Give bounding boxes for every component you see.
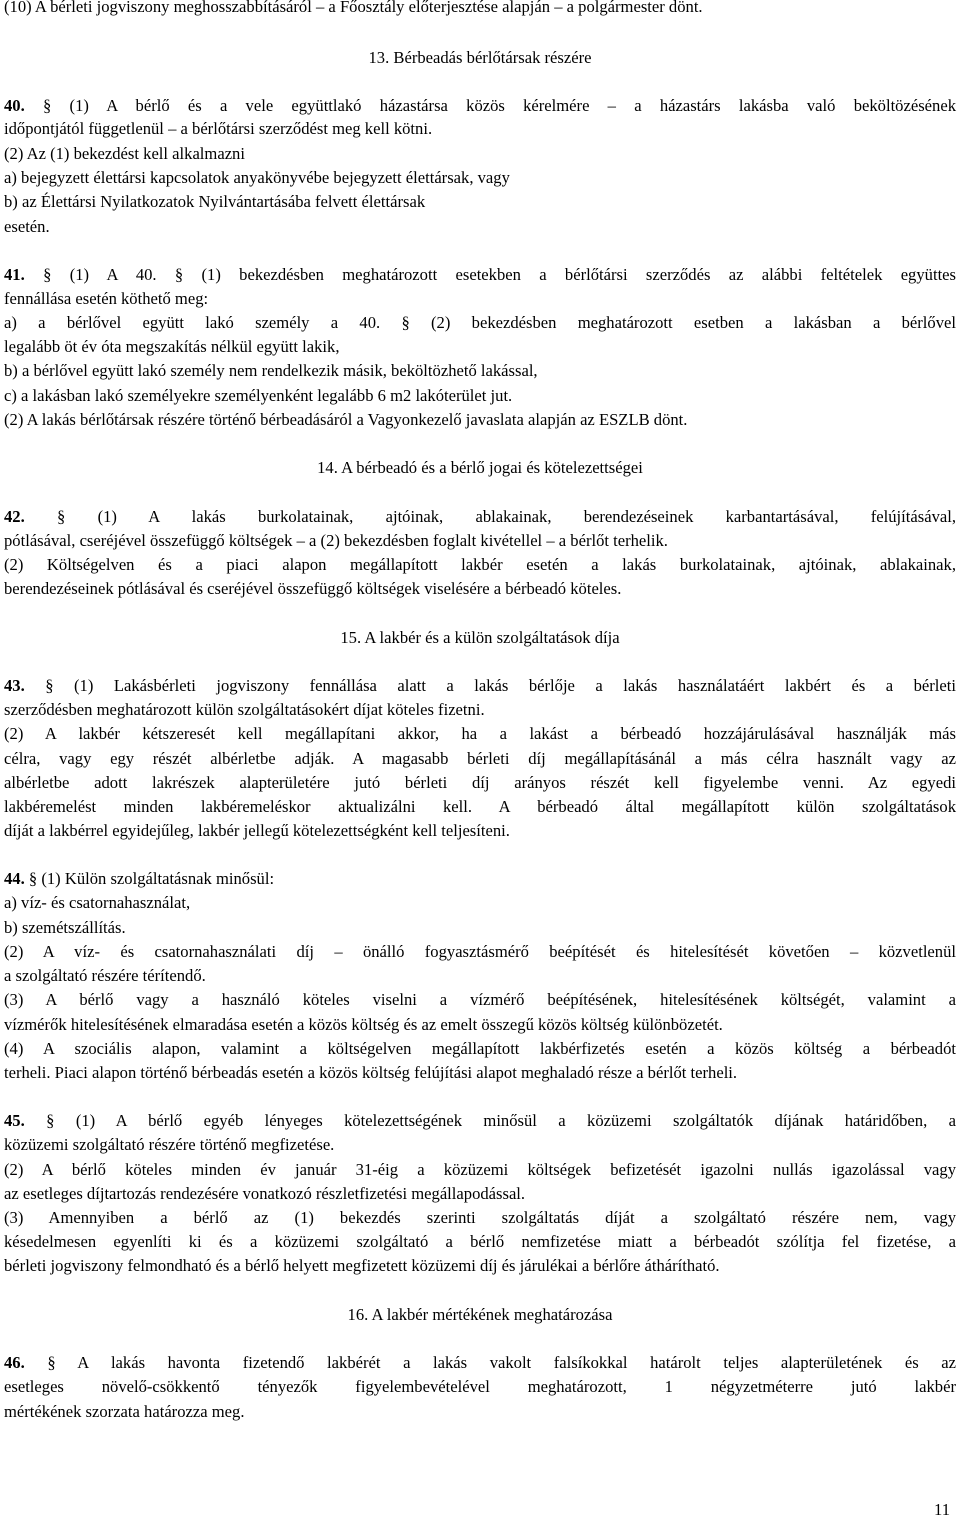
- paragraph-line: (2) A víz- és csatornahasználati díj – önálló fogyasztásmérő beépítését és hitelesítését követően – közvetlenül: [4, 942, 956, 961]
- section-heading: 13. Bérbeadás bérlőtársak részére: [368, 48, 592, 67]
- paragraph-line: b) az Élettársi Nyilatkozatok Nyilvántartásába felvett élettársak: [4, 192, 426, 211]
- paragraph-line: 44. § (1) Külön szolgáltatásnak minősül:: [4, 869, 275, 888]
- paragraph-line: (10) A bérleti jogviszony meghosszabbításáról – a Főosztály előterjesztése alapján – a polgármester dönt.: [4, 0, 703, 16]
- paragraph-line: célra, vagy egy részét albérletbe adják. A magasabb bérleti díj megállapításánál a más célra használt vagy az: [4, 749, 956, 768]
- paragraph-line: 46. § A lakás havonta fizetendő lakbérét a lakás vakolt falsíkokkal határolt teljes alapterületének és az: [4, 1353, 956, 1372]
- paragraph-line: albérletbe adott lakrészek alapterületére jutó bérleti díj arányos részét kell figyelembe venni. Az egyedi: [4, 773, 956, 792]
- paragraph-line: 42. § (1) A lakás burkolatainak, ajtóinak, ablakainak, berendezéseinek karbantartásával, felújításával,: [4, 507, 956, 526]
- paragraph-line: vízmérők hitelesítésének elmaradása esetén a közös költség és az emelt összegű közös költség különbözetét.: [4, 1015, 723, 1034]
- paragraph-line: mértékének szorzata határozza meg.: [4, 1402, 245, 1421]
- paragraph-line: 43. § (1) Lakásbérleti jogviszony fennállása alatt a lakás bérlője a lakás használatáért lakbért és a bérleti: [4, 676, 956, 695]
- page-number: 11: [934, 1500, 950, 1519]
- paragraph-line: 41. § (1) A 40. § (1) bekezdésben meghatározott esetekben a bérlőtársi szerződés az alábbi feltételek együttes: [4, 265, 956, 284]
- paragraph-line: a) bejegyzett élettársi kapcsolatok anyakönyvébe bejegyzett élettársak, vagy: [4, 168, 510, 187]
- paragraph-line: c) a lakásban lakó személyekre személyenként legalább 6 m2 lakóterület jut.: [4, 386, 513, 405]
- section-heading: 15. A lakbér és a külön szolgáltatások díja: [340, 628, 620, 647]
- paragraph-line: (3) A bérlő vagy a használó köteles viselni a vízmérő beépítésének, hitelesítésének költségét, valamint a: [4, 990, 956, 1009]
- paragraph-line: b) a bérlővel együtt lakó személy nem rendelkezik másik, beköltözhető lakással,: [4, 361, 538, 380]
- paragraph-line: (2) Költségelven és a piaci alapon megállapított lakbér esetén a lakás burkolatainak, ajtóinak, ablakainak,: [4, 555, 956, 574]
- paragraph-line: 45. § (1) A bérlő egyéb lényeges kötelezettségének minősül a közüzemi szolgáltatók díjának határidőben, a: [4, 1111, 956, 1130]
- paragraph-line: (4) A szociális alapon, valamint a költségelven megállapított lakbérfizetés esetén a közös költség a bérbeadót: [4, 1039, 956, 1058]
- paragraph-line: fennállása esetén köthető meg:: [4, 289, 209, 308]
- paragraph-line: (2) A lakbér kétszeresét kell megállapítani akkor, ha a lakást a bérbeadó hozzájárulásával használják más: [4, 724, 956, 743]
- paragraph-line: b) szemétszállítás.: [4, 918, 126, 937]
- paragraph-line: berendezéseinek pótlásával és cseréjével összefüggő költségek viselésére a bérbeadó köteles.: [4, 579, 622, 598]
- paragraph-line: közüzemi szolgáltató részére történő megfizetése.: [4, 1135, 335, 1154]
- paragraph-line: (2) A bérlő köteles minden év január 31-éig a közüzemi költségek befizetését igazolni nullás igazolással vagy: [4, 1160, 956, 1179]
- paragraph-line: (2) A lakás bérlőtársak részére történő bérbeadásáról a Vagyonkezelő javaslata alapján az ESZLB dönt.: [4, 410, 688, 429]
- paragraph-line: (2) Az (1) bekezdést kell alkalmazni: [4, 144, 245, 163]
- paragraph-line: a) víz- és csatornahasználat,: [4, 893, 191, 912]
- paragraph-line: szerződésben meghatározott külön szolgáltatásokért díjat köteles fizetni.: [4, 700, 485, 719]
- paragraph-line: terheli. Piaci alapon történő bérbeadás esetén a közös költség felújítási alapot meghaladó része a bérlőt terheli.: [4, 1063, 738, 1082]
- paragraph-line: időpontjától függetlenül – a bérlőtársi szerződést meg kell kötni.: [4, 119, 433, 138]
- paragraph-line: a szolgáltató részére térítendő.: [4, 966, 206, 985]
- paragraph-line: késedelmesen egyenlíti ki és a közüzemi szolgáltató a bérlő nemfizetése miatt a bérbeadót szólítja fel fizetése, a: [4, 1232, 956, 1251]
- paragraph-line: lakbéremelést minden lakbéremeléskor aktualizálni kell. A bérbeadó által megállapított külön szolgáltatások: [4, 797, 956, 816]
- section-heading: 14. A bérbeadó és a bérlő jogai és kötelezettségei: [317, 458, 643, 477]
- paragraph-line: esetén.: [4, 217, 50, 236]
- paragraph-line: legalább öt év óta megszakítás nélkül együtt lakik,: [4, 337, 340, 356]
- document-page: [4, 0, 956, 1525]
- paragraph-line: az esetleges díjtartozás rendezésére vonatkozó részletfizetési megállapodással.: [4, 1184, 526, 1203]
- paragraph-line: díját a lakbérrel egyidejűleg, lakbér jellegű kötelezettségként kell teljesíteni.: [4, 821, 510, 840]
- paragraph-line: pótlásával, cseréjével összefüggő költségek – a (2) bekezdésben foglalt kivétellel – a bérlőt terhelik.: [4, 531, 668, 550]
- section-heading: 16. A lakbér mértékének meghatározása: [347, 1305, 613, 1324]
- paragraph-line: 40. § (1) A bérlő és a vele együttlakó házastársa közös kérelmére – a házastárs lakásba való beköltözésének: [4, 96, 956, 115]
- paragraph-line: esetleges növelő-csökkentő tényezők figyelembevételével meghatározott, 1 négyzetméterre jutó lakbér: [4, 1377, 956, 1396]
- paragraph-line: bérleti jogviszony felmondható és a bérlő helyett megfizetett közüzemi díj és járulékai a bérlőre áthárítható.: [4, 1256, 720, 1275]
- paragraph-line: a) a bérlővel együtt lakó személy a 40. § (2) bekezdésben meghatározott esetben a lakásban a bérlővel: [4, 313, 956, 332]
- paragraph-line: (3) Amennyiben a bérlő az (1) bekezdés szerinti szolgáltatás díját a szolgáltató részére nem, vagy: [4, 1208, 956, 1227]
